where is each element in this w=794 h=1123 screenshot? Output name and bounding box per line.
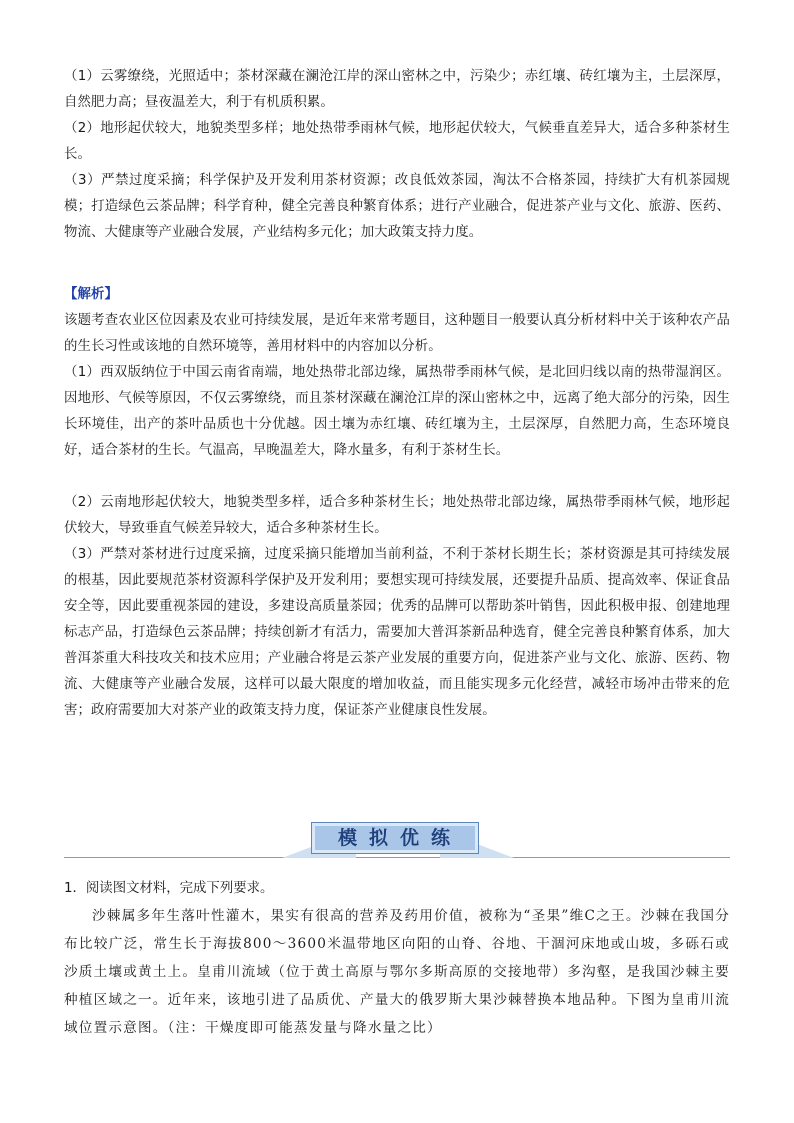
banner-title: 模拟优练 — [337, 827, 462, 849]
analysis-paragraph-3: （3）严禁对茶材进行过度采摘，过度采摘只能增加当前利益，不利于茶材长期生长；茶材资源是其可持续发展的根基，因此要规范茶材资源科学保护及开发利用；要想实现可持续发展，还要提升品质、提高效率、保证食品安全等，因此要重视茶园的建设，多建设高质量茶园；优秀的品牌可以帮助茶叶销售，因此积极申报、创建地理标志产品，打造绿色云茶品牌；持续创新才有活力，需要加大普洱茶新品种选育，健全完善良种繁育体系，加大普洱茶重大科技攻关和技术应用；产业融合将是云茶产业发展的重要方向，促进茶产业与文化、旅游、医药、物流、大健康等产业融合发展，这样可以最大限度的增加收益，而且能实现多元化经营，减轻市场冲击带来的危害；政府需要加大对茶产业的政策支持力度，保证茶产业健康良性发展。 — [64, 547, 730, 718]
section-banner — [64, 816, 730, 862]
question-material: 沙棘属多年生落叶性灌木，果实有很高的营养及药用价值，被称为“圣果”维C之王。沙棘在我国分布比较广泛，常生长于海拔800～3600米温带地区向阳的山脊、谷地、干涸河床地或山坡，多砾石或沙质土壤或黄土上。皇甫川流域（位于黄土高原与鄂尔多斯高原的交接地带）多沟壑，是我国沙棘主要种植区域之一。近年来，该地引进了品质优、产量大的俄罗斯大果沙棘替换本地品种。下图为皇甫川流域位置示意图。（注：干燥度即可能蒸发量与降水量之比） — [64, 908, 730, 1036]
analysis-paragraph-1: （1）西双版纳位于中国云南省南端，地处热带北部边缘，属热带季雨林气候，是北回归线以南的热带湿润区。因地形、气候等原因，不仅云雾缭绕，而且茶材深藏在澜沧江岸的深山密林之中，远离了绝大部分的污染，因生长环境佳，出产的茶叶品质也十分优越。因土壤为赤红壤、砖红壤为主，土层深厚，自然肥力高，生态环境良好，适合茶材的生长。气温高，早晚温差大，降水量多，有利于茶材生长。 — [64, 365, 730, 458]
analysis-paragraph-2: （2）云南地形起伏较大，地貌类型多样，适合多种茶材生长；地处热带北部边缘，属热带季雨林气候，地形起伏较大，导致垂直气候差异较大，适合多种茶材生长。 — [64, 495, 730, 536]
banner-divider-line — [64, 857, 730, 858]
analysis-intro: 该题考查农业区位因素及农业可持续发展，是近年来常考题目，这种题目一般要认真分析材料中关于该种农产品的生长习性或该地的自然环境等，善用材料中的内容加以分析。 — [64, 313, 730, 354]
answer-paragraph-3: （3）严禁过度采摘；科学保护及开发利用茶材资源；改良低效茶园，淘汰不合格茶园，持续扩大有机茶园规模；打造绿色云茶品牌；科学育种，健全完善良种繁育体系；进行产业融合，促进茶产业与文化、旅游、医药、物流、大健康等产业融合发展，产业结构多元化；加大政策支持力度。 — [64, 173, 730, 240]
answer-paragraph-1: （1）云雾缭绕，光照适中；茶材深藏在澜沧江岸的深山密林之中，污染少；赤红壤、砖红壤为主，土层深厚，自然肥力高；昼夜温差大，利于有机质积累。 — [64, 69, 730, 110]
question-stem: 1．阅读图文材料，完成下列要求。 — [64, 881, 274, 896]
analysis-label: 【解析】 — [64, 287, 118, 302]
answer-paragraph-2: （2）地形起伏较大，地貌类型多样；地处热带季雨林气候，地形起伏较大，气候垂直差异大，适合多种茶材生长。 — [64, 121, 730, 162]
banner-title-box — [311, 822, 479, 854]
